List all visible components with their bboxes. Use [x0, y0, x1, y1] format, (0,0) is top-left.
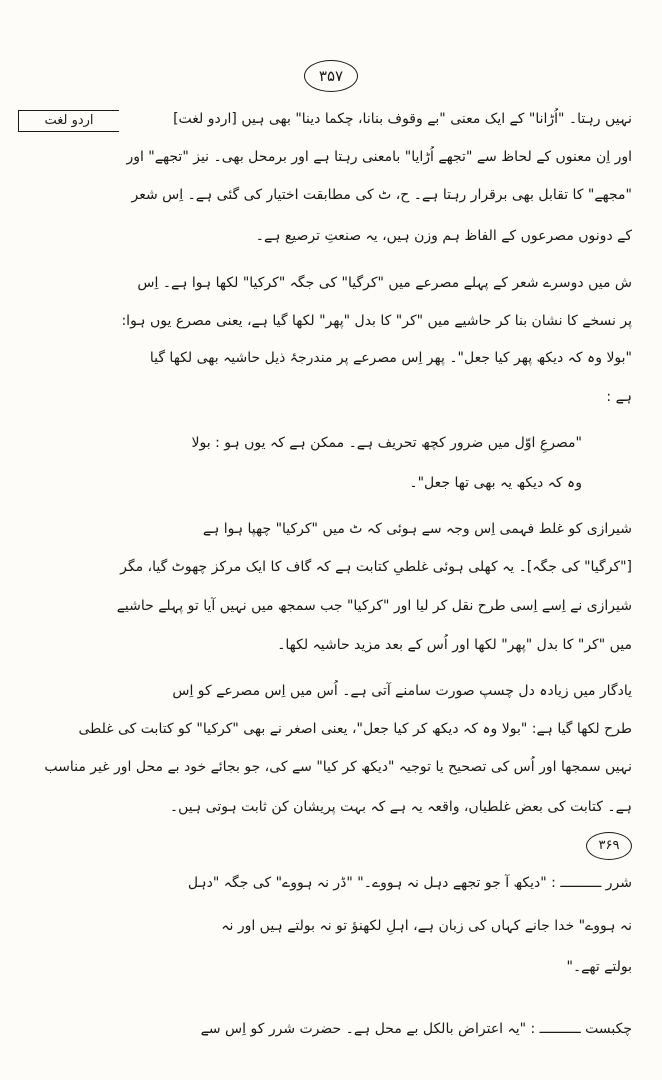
chakbast-line-1: چکبست ــــــــــ : "یہ اعتراض بالکل بے محل ہے۔ حضرت شرر کو اِس سے — [200, 1021, 632, 1037]
text-line-4: کے دونوں مصرعوں کے الفاظ ہم وزن ہیں، یہ صنعتِ ترصیع ہے۔ — [255, 228, 632, 244]
text-line-6: پر نسخے کا نشان بنا کر حاشیے میں "کر" کا بدل "پھر" لکھا گیا ہے، یعنی مصرع یوں ہوا: — [121, 313, 632, 329]
text-line-13: یادگار میں زیادہ دل چسپ صورت سامنے آتی ہے۔ اُس میں اِس مصرعے کو اِس — [172, 683, 632, 699]
text-line-7: "بولا وہ کہ دیکھ پھر کیا جعل"۔ پھر اِس مصرعے پر مندرجۂ ذیل حاشیہ بھی لکھا گیا — [149, 350, 632, 366]
text-line-5: ش میں دوسرے شعر کے پہلے مصرعے میں "کرگیا" کی جگہ "کرکیا" لکھا ہوا ہے۔ اِس — [137, 275, 632, 291]
bracket-note: اردو لغت — [18, 110, 119, 132]
quote-line-1: "مصرعِ اوّل میں ضرور کچھ تحریف ہے۔ ممکن ہے کہ یوں ہو : بولا — [191, 435, 582, 451]
text-line-10: ["کرگیا" کی جگہ]۔ یہ کھلی ہوئی غلطیِ کتابت ہے کہ گاف کا ایک مرکز چھوٹ گیا، مگر — [120, 559, 632, 575]
quote-line-2: وہ کہ دیکھ یہ بھی تھا جعل"۔ — [409, 475, 582, 491]
text-line-12: میں "کر" کا بدل "پھر" لکھا اور اُس کے بعد مزید حاشیہ لکھا۔ — [277, 637, 632, 653]
text-line-1: نہیں رہتا۔ "اُڑانا" کے ایک معنی "بے وقوف بنانا، چکما دینا" بھی ہیں [اردو لغت] — [173, 111, 632, 127]
sharar-line-3: بولتے تھے۔" — [566, 959, 632, 975]
text-line-8: ہے : — [606, 389, 632, 405]
text-line-2: اور اِن معنوں کے لحاظ سے "تجھے اُڑایا" بامعنی رہتا ہے اور برمحل بھی۔ نیز "تجھے" اور — [126, 149, 632, 165]
text-line-9: شیرازی کو غلط فہمی اِس وجہ سے ہوئی کہ ٹ میں "کرکیا" چھپا ہوا ہے — [202, 521, 632, 537]
sharar-line-1: شرر ــــــــــ : "دیکھ آ جو تجھے دہل نہ ہووے۔" "ڈر نہ ہووے" کی جگہ "دہل — [187, 875, 632, 891]
text-line-11: شیرازی نے اِسے اِسی طرح نقل کر لیا اور "کرکیا" جب سمجھ میں نہیں آیا تو پہلے حاشیے — [116, 598, 632, 614]
page-number: ۳۵۷ — [304, 60, 358, 92]
text-line-16: ہے۔ کتابت کی بعض غلطیاں، واقعہ یہ ہے کہ بہت پریشان کن ثابت ہوتی ہیں۔ — [169, 799, 632, 815]
sharar-line-2: نہ ہووے" خدا جانے کہاں کی زبان ہے، اہلِ لکھنؤ تو نہ بولتے ہیں اور نہ — [221, 918, 632, 934]
margin-number: ۳۶۹ — [586, 832, 632, 860]
text-line-14: طرح لکھا گیا ہے: "بولا وہ کہ دیکھ کر کیا جعل"، یعنی اصغر نے بھی "کرکیا" کو کتابت کی غلطی — [78, 721, 632, 737]
text-line-15: نہیں سمجھا اور اُس کی تصحیح یا توجیہ "دیکھ کر کیا" سے کی، جو بجائے خود بے محل اور غیر مناسب — [44, 759, 632, 775]
text-line-3: "مجھے" کا تقابل بھی برقرار رہتا ہے۔ ح، ٹ کی مطابقت اختیار کی گئی ہے۔ اِس شعر — [131, 187, 632, 203]
